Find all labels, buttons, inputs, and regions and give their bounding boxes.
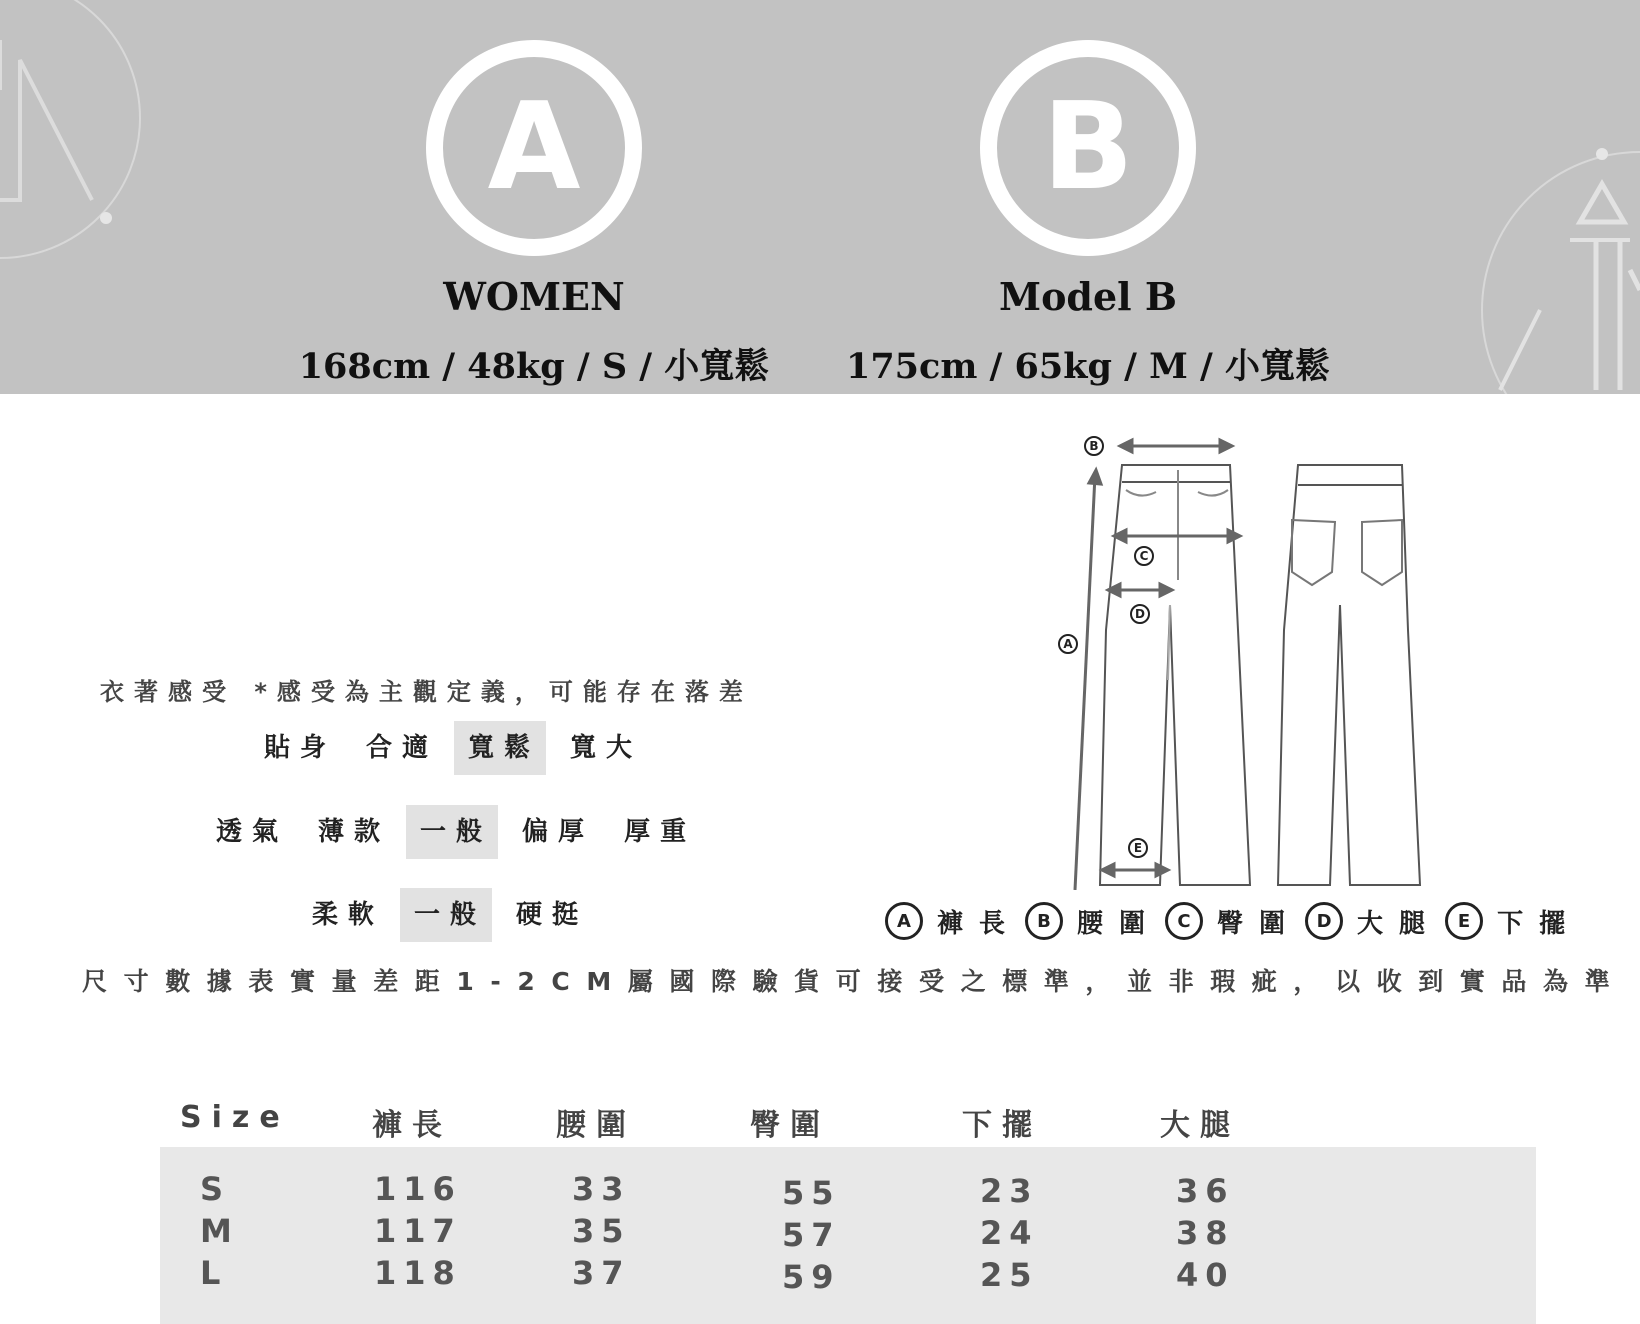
svg-text:A: A [1063,637,1073,651]
thickness-scale [202,805,712,859]
table-header-thigh: 大腿 [1160,1108,1240,1143]
model-a-card [274,40,794,389]
table-cell: 59 [782,1258,841,1296]
softness-option: 柔軟 [312,900,385,930]
softness-scale [298,888,604,942]
marker-e [1129,839,1147,857]
thigh-column [1176,1170,1235,1296]
hip-column [782,1172,841,1298]
feel-title: 衣著感受 *感受為主觀定義，可能存在落差 [100,678,753,706]
table-cell: 23 [980,1172,1039,1210]
model-b-spec: 175cm / 65kg / M / 小寬鬆 [845,346,1331,387]
model-a-spec: 168cm / 48kg / S / 小寬鬆 [298,346,770,387]
table-cell: 33 [572,1170,631,1208]
table-cell: 116 [374,1170,462,1208]
legend-letter: D [1305,902,1343,940]
thickness-option: 偏厚 [522,817,595,847]
thickness-option: 透氣 [216,817,289,847]
legend-item [1445,902,1581,940]
table-cell: M [200,1212,239,1250]
table-cell: S [200,1170,231,1208]
legend-label: 大腿 [1357,908,1442,939]
marker-d [1131,605,1149,623]
model-a-letter-badge: A [426,40,642,256]
table-header-waist: 腰圍 [556,1108,636,1143]
svg-text:D: D [1135,607,1145,621]
marker-c [1135,547,1153,565]
table-cell: 57 [782,1216,841,1254]
fit-option: 貼身 [264,733,337,763]
table-cell: 24 [980,1214,1039,1252]
table-cell: 38 [1176,1214,1235,1252]
legend-item [1165,902,1301,940]
table-cell: 35 [572,1212,631,1250]
legend-item [1305,902,1441,940]
legend-item [1025,902,1161,940]
model-b-letter-badge: B [980,40,1196,256]
table-header-size: Size [180,1100,290,1135]
softness-option-selected: 一般 [400,888,492,942]
size-column [200,1168,239,1294]
legend-letter: C [1165,902,1203,940]
length-column [374,1168,462,1294]
marker-a [1059,635,1077,653]
pants-back-outline [1278,465,1420,885]
table-cell: 118 [374,1254,462,1292]
table-cell: 25 [980,1256,1039,1294]
fit-option: 寬大 [570,733,643,763]
softness-option: 硬挺 [516,900,589,930]
table-cell: L [200,1254,228,1292]
table-body [160,1147,1536,1324]
thickness-option: 厚重 [624,817,697,847]
brand-logo-decoration-right [1440,140,1640,394]
model-b-name: Model B [999,274,1177,319]
table-cell: 117 [374,1212,462,1250]
marker-b [1085,437,1103,455]
fit-option-selected: 寬鬆 [454,721,546,775]
legend-letter: A [885,902,923,940]
pants-front-outline [1100,465,1250,885]
table-header-length: 褲長 [372,1108,452,1143]
legend-label: 腰圍 [1077,908,1162,939]
pants-measurement-diagram [1040,430,1440,890]
model-banner [0,0,1640,394]
brand-logo-decoration-left [0,0,150,290]
model-a-name: WOMEN [443,274,625,319]
fit-scale [250,721,658,775]
hem-column [980,1170,1039,1296]
table-header-hem: 下擺 [962,1108,1042,1143]
legend-label: 褲長 [937,908,1022,939]
legend-label: 下擺 [1497,908,1582,939]
model-b-card [828,40,1348,389]
table-cell: 37 [572,1254,631,1292]
waist-column [572,1168,631,1294]
svg-text:C: C [1139,549,1149,563]
thickness-option-selected: 一般 [406,805,498,859]
legend-letter: E [1445,902,1483,940]
legend-label: 臀圍 [1217,908,1302,939]
table-cell: 40 [1176,1256,1235,1294]
legend-item [885,902,1021,940]
thickness-option: 薄款 [318,817,391,847]
table-cell: 55 [782,1174,841,1212]
table-cell: 36 [1176,1172,1235,1210]
table-header-hip: 臀圍 [750,1108,830,1143]
legend-letter: B [1025,902,1063,940]
measurement-legend [885,902,1585,940]
svg-text:B: B [1089,439,1099,453]
measurement-tolerance-notice: 尺寸數據表實量差距1-2CM屬國際驗貨可接受之標準，並非瑕疵，以收到實品為準 [82,967,1627,996]
fit-option: 合適 [366,733,439,763]
svg-text:E: E [1133,841,1143,855]
